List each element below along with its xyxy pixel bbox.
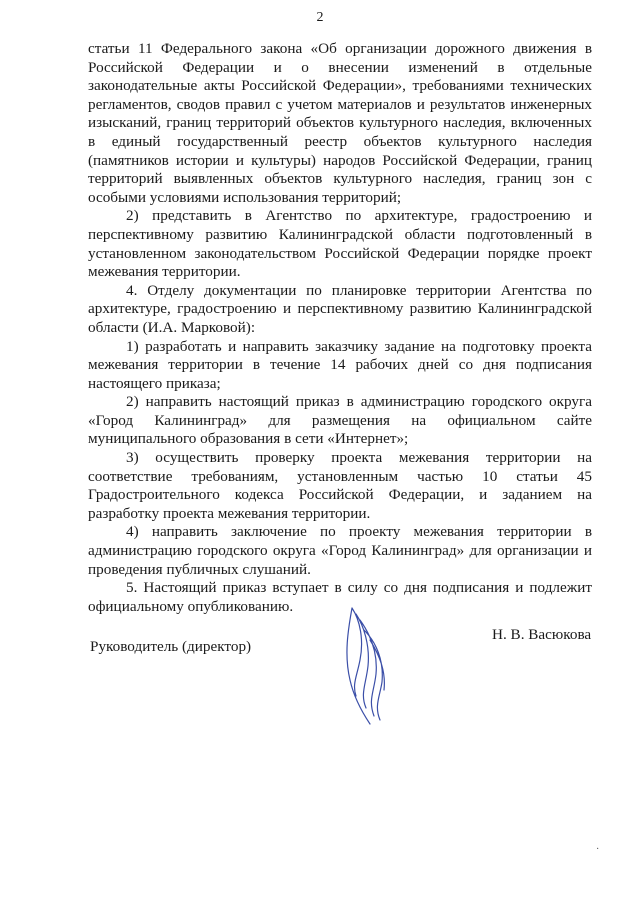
page-number: 2	[316, 10, 324, 25]
signatory-position: Руководитель (директор)	[90, 638, 252, 655]
paragraph-section-4: 4. Отделу документации по планировке территории Агентства по архитектуре, градостроению и перспективному развитию Калининградской области (И.А. Марковой):	[88, 281, 592, 336]
paragraph-item-4-2: 2) направить настоящий приказ в администрацию городского округа «Город Калининград» для размещения на официальном сайте муниципального образования в сети «Интернет»;	[88, 393, 592, 448]
signatory-name: Н. В. Васюкова	[492, 626, 592, 643]
paragraph-section-5: 5. Настоящий приказ вступает в силу со дня подписания и подлежит официальному опубликованию.	[88, 579, 592, 615]
paragraph-item-4-4: 4) направить заключение по проекту межевания территории в администрацию городского округа «Город Калининград» для организации и проведения публичных слушаний.	[88, 523, 592, 578]
document-body	[88, 40, 592, 616]
handwritten-signature	[330, 600, 400, 730]
paragraph-item-2: 2) представить в Агентство по архитектуре, градостроению и перспективному развитию Калининградской области подготовленный в установленном законодательством Российской Федерации порядке проект межевания территории.	[88, 207, 592, 281]
paragraph-continuation: статьи 11 Федерального закона «Об организации дорожного движения в Российской Федерации и о внесении изменений в отдельные законодательные акты Российской Федерации», требованиями технических регламентов, сводов правил с учетом материалов и результатов инженерных изысканий, границ территорий объектов культурного наследия, включенных в единый государственный реестр объектов культурного наследия (памятников истории и культуры) народов Российской Федерации, границ территорий выявленных объектов культурного наследия, границ зон с особыми условиями использования территорий;	[88, 40, 592, 206]
scan-speck: ·	[596, 844, 600, 855]
paragraph-item-4-3: 3) осуществить проверку проекта межевания территории на соответствие требованиям, установленным частью 10 статьи 45 Градостроительного кодекса Российской Федерации, и заданием на разработку проекта межевания территории.	[88, 449, 592, 522]
paragraph-item-4-1: 1) разработать и направить заказчику задание на подготовку проекта межевания территории в течение 14 рабочих дней со дня подписания настоящего приказа;	[88, 337, 592, 392]
